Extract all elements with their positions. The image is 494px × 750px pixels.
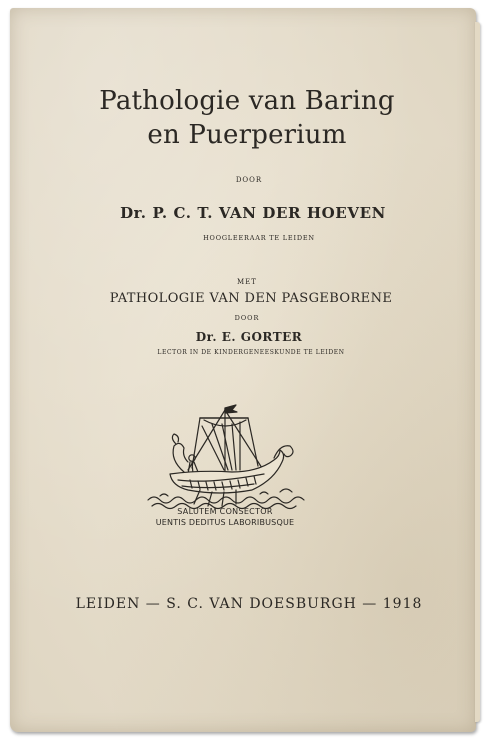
subtitle: PATHOLOGIE VAN DEN PASGEBORENE bbox=[109, 291, 393, 306]
publisher-imprint: LEIDEN — S. C. VAN DOESBURGH — 1918 bbox=[75, 596, 423, 612]
author-name: Dr. P. C. T. VAN DER HOEVEN bbox=[120, 204, 386, 222]
emblem-motto-line-2: UENTIS DEDITUS LABORIBUSQUE bbox=[155, 518, 295, 527]
by-label-2: DOOR bbox=[234, 314, 260, 322]
book-title-line-2: en Puerperium bbox=[147, 120, 347, 150]
emblem-motto-line-1: SALUTEM CONSECTOR bbox=[177, 507, 273, 516]
ship-emblem bbox=[140, 400, 310, 530]
coauthor-affiliation: LECTOR IN DE KINDERGENEESKUNDE TE LEIDEN bbox=[157, 349, 345, 356]
book-title-page bbox=[10, 8, 476, 732]
book-title-line-1: Pathologie van Baring bbox=[99, 86, 395, 116]
author-affiliation: HOOGLEERAAR TE LEIDEN bbox=[203, 234, 315, 242]
with-label: MET bbox=[237, 278, 257, 286]
coauthor-name: Dr. E. GORTER bbox=[195, 330, 303, 344]
by-label: DOOR bbox=[235, 176, 263, 184]
